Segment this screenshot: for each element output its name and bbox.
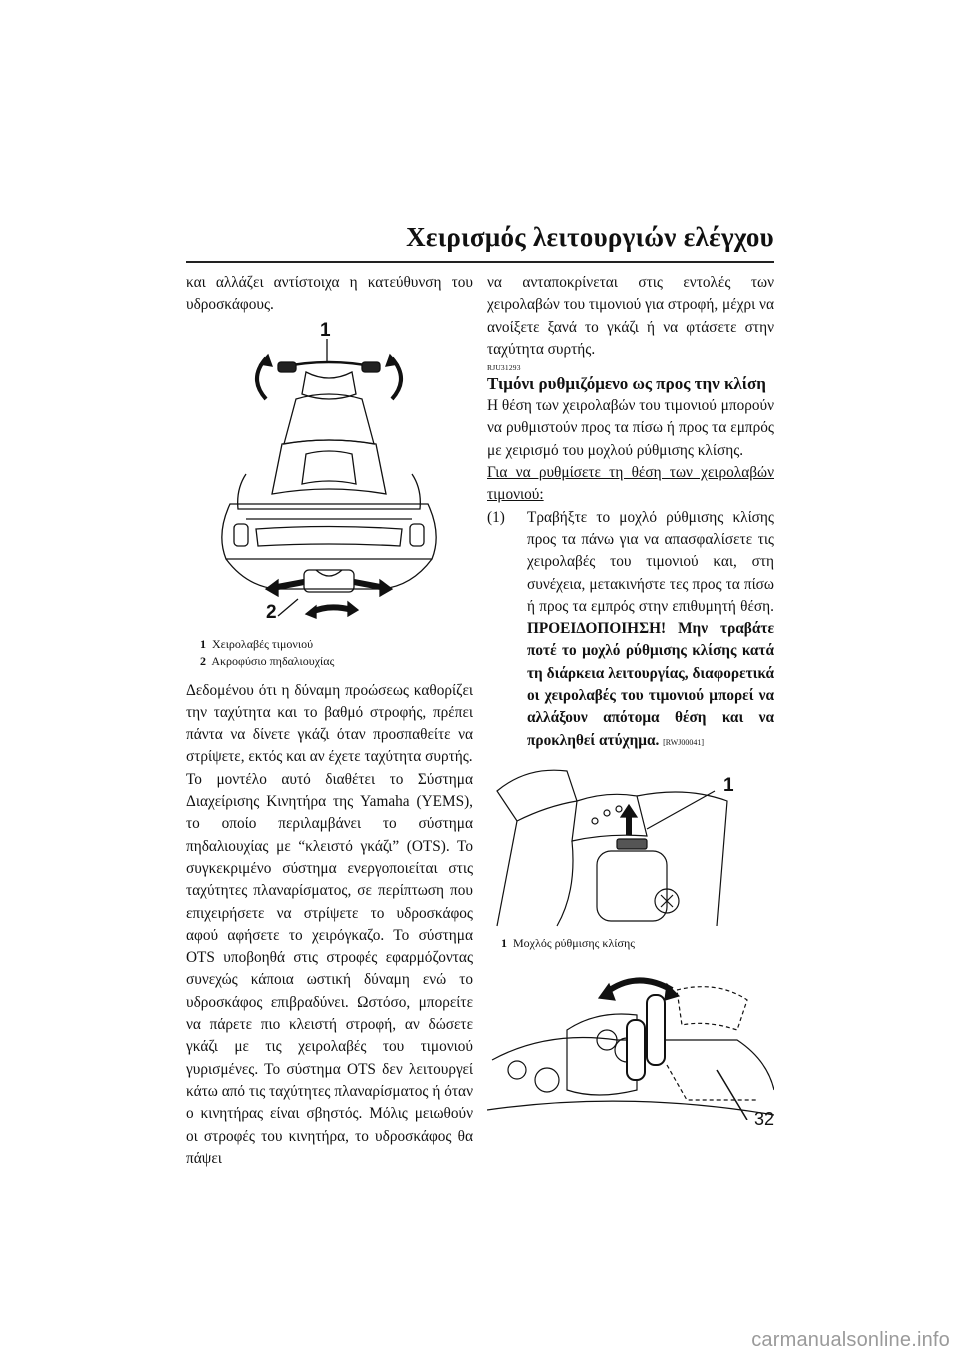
step-text: Τραβήξτε το μοχλό ρύθμισης κλίσης προς τα πάνω για να απασφαλίσετε τις χειρολαβές του τιμονιού και, στη συνέχεια, μετακινήστε τες προς τα πίσω ή προς τα εμπρός στην επιθυμητή θέση. <box>527 508 774 615</box>
step-number: (1) <box>487 508 505 526</box>
section-paragraph: Η θέση των χειρολαβών του τιμονιού μπορούν να ρυθμιστούν προς τα πίσω ή προς τα εμπρός με χειρισμό του μοχλού ρύθμισης κλίσης. <box>487 397 775 459</box>
warning-code: [RWJ00041] <box>663 737 705 747</box>
procedure-step-1 <box>487 507 774 754</box>
watercraft-rear-illustration <box>186 324 473 624</box>
continued-paragraph: να ανταποκρίνεται στις εντολές των χειρολαβών του τιμονιού για στροφή, μέχρι να ανοίξετε ξανά το γκάζι ή να φτάσετε στην ταχύτητα συρτής. <box>487 274 774 358</box>
figure-handlebar-tilt <box>487 970 774 1120</box>
left-column <box>186 272 473 1170</box>
paragraph-yems-ots: Το μοντέλο αυτό διαθέτει το Σύστημα Διαχείρισης Κινητήρα της Yamaha (YEMS), το οποίο περιλαμβάνει το σύστημα πηδαλιουχίας με “κλειστό γκάζι” (OTS). Το συγκεκριμένο σύστημα ενεργοποιείται στις ταχύτητες πλαναρίσματος, σε περίπτωση που επιχειρήσετε να στρίψετε το υδροσκάφος αφού αφήσετε το χειρόγκαζο. Το σύστημα OTS υποβοηθά στις στροφές εφαρμόζοντας συνεχώς κάποια ωστική δύναμη ενώ το υδροσκάφος επιβραδύνει. Ωστόσο, μπορείτε να πάρετε πιο κλειστή στροφή, αν δώσετε γκάζι με τις χειρολαβές του τιμονιού γυρισμένες. Το σύστημα OTS δεν λειτουργεί κάτω από τις ταχύτητες πλαναρίσματος ή όταν ο κινητήρας είναι σβηστός. Μόλις μειωθούν οι στροφές του κινητήρα, το υδροσκάφος θα πάψει <box>186 770 473 1167</box>
paragraph-throttle-turning: Δεδομένου ότι η δύναμη προώσεως καθορίζει την ταχύτητα και το βαθμό στροφής, πρέπει πάντα να δίνετε γκάζι όταν προσπαθείτε να στρίψετε, εκτός και αν έχετε ταχύτητα συρτής. <box>186 681 473 766</box>
step-body <box>527 507 774 754</box>
header-rule <box>186 261 774 263</box>
figure2-caption-1: 1 Μοχλός ρύθμισης κλίσης <box>501 935 635 950</box>
figure2-callout-1: 1 <box>723 774 734 796</box>
figure1-caption-2: 2 Ακροφύσιο πηδαλιουχίας <box>200 653 335 668</box>
right-column <box>487 272 774 1120</box>
section-title: Τιμόνι ρυθμιζόμενο ως προς την κλίση <box>487 374 766 394</box>
figure1-callout-1: 1 <box>320 319 331 341</box>
intro-paragraph: και αλλάζει αντίστοιχα η κατεύθυνση του υδροσκάφους. <box>186 274 473 314</box>
figure-handlebars-nozzle <box>186 319 473 624</box>
figure1-captions <box>186 636 473 670</box>
handlebar-tilt-illustration <box>487 970 774 1120</box>
warning-text: ΠΡΟΕΙΔΟΠΟΙΗΣΗ! Μην τραβάτε ποτέ το μοχλό ρύθμισης κλίσης κατά τη διάρκεια λειτουργίας, διαφορετικά οι χειρολαβές του τιμονιού μπορεί να αλλάξουν απότομα θέση και να προκληθεί ατύχημα. <box>527 620 774 749</box>
figure1-callout-2: 2 <box>266 601 277 623</box>
figure1-caption-1: 1 Χειρολαβές τιμονιού <box>200 636 314 651</box>
figure-tilt-lever <box>487 761 774 952</box>
section-code: RJU31293 <box>487 363 521 373</box>
procedure-title: Για να ρυθμίσετε τη θέση των χειρολαβών τιμονιού: <box>487 464 774 504</box>
page-number: 32 <box>753 1109 774 1129</box>
watermark: carmanualsonline.info <box>751 1329 950 1351</box>
page-header-title: Χειρισμός λειτουργιών ελέγχου <box>406 222 774 252</box>
